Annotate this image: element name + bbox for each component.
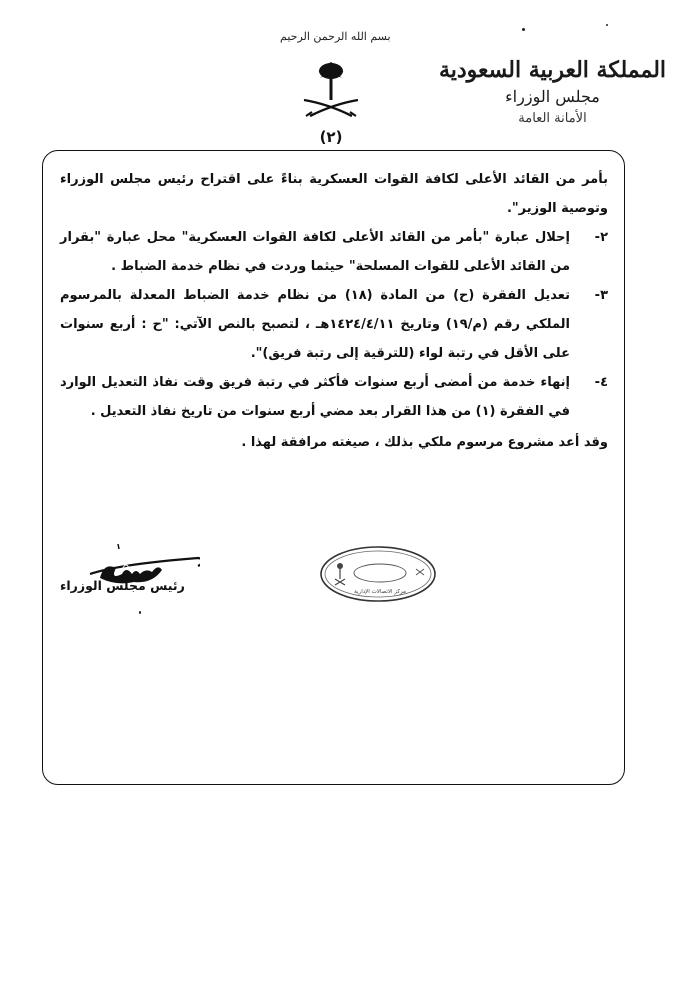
scan-speck [139,611,141,614]
item-text: تعديل الفقرة (ح) من المادة (١٨) من نظام خدمة الضباط المعدلة بالمرسوم الملكي رقم (م/١٩) وتاريخ ١٤٢٤/٤/١١هـ ، لتصبح بالنص الآتي: "ح : أربع سنوات على الأقل في رتبة لواء (للترقية إلى رتبة فريق)". [60,288,571,361]
letterhead-secretariat: الأمانة العامة [518,111,587,126]
scan-speck [606,24,608,26]
list-item [60,223,608,281]
decision-body [60,165,608,457]
saudi-emblem-icon [298,58,364,118]
closing-paragraph: وقد أعد مشروع مرسوم ملكي بذلك ، صيغته مرافقة لهذا . [241,435,608,450]
item-text: إنهاء خدمة من أمضى أربع سنوات فأكثر في رتبة فريق وقت نفاذ التعديل الوارد في الفقرة (١) من هذا القرار بعد مضي أربع سنوات من تاريخ نفاذ التعديل . [60,375,570,419]
list-item [60,368,608,426]
official-stamp [318,545,438,603]
scan-speck [522,28,525,31]
crossed-swords-icon [304,100,358,116]
letterhead-council: مجلس الوزراء [505,87,600,106]
stamp-emblem-icon [335,563,345,585]
item-text: إحلال عبارة "بأمر من القائد الأعلى لكافة القوات العسكرية" محل عبارة "بقرار من القائد الأعلى للقوات المسلحة" حيثما وردت في نظام خدمة الضباط . [60,230,570,274]
signer-title: رئيس مجلس الوزراء [60,578,185,593]
letterhead-kingdom: المملكة العربية السعودية [438,57,667,83]
item-number: ٤- [594,375,608,390]
palm-tree-icon [318,62,344,100]
basmala: بسم الله الرحمن الرحيم [280,30,391,43]
intro-paragraph: بأمر من القائد الأعلى لكافة القوات العسكرية بناءً على اقتراح رئيس مجلس الوزراء وتوصية الوزير". [60,172,608,216]
item-number: ٣- [594,288,608,303]
letterhead [425,55,680,129]
page-number: (٢) [319,128,343,146]
stamp-text: مركز الاتصالات الإدارية [354,589,406,595]
list-item [60,281,608,368]
item-number: ٢- [594,230,608,245]
